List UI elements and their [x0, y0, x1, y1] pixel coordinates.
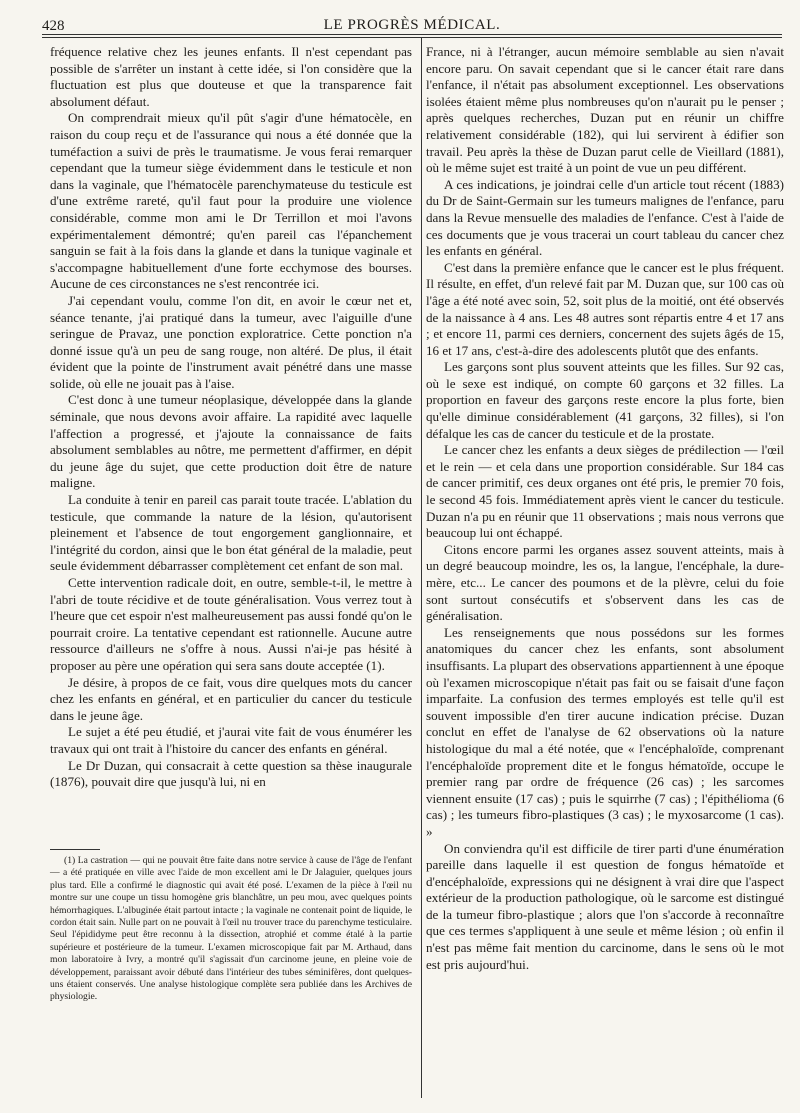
- paragraph: Les garçons sont plus souvent atteints que les filles. Sur 92 cas, où le sexe est indiqué, on compte 60 garçons et 32 filles. La proportion en faveur des garçons reste encore la plus forte, bien qu'elle diminue considérablement (41 garçons, 32 filles), si l'on défalque les cas de cancer du testicule et de la prostate.: [426, 359, 784, 441]
- header-rule-inner: [42, 37, 782, 38]
- paragraph: Les renseignements que nous possédons sur les formes anatomiques du cancer chez les enfants, sont absolument insuffisants. La plupart des observations appartiennent à une époque où l'examen microscopique n'était pas fait ou se faisait d'une façon imparfaite. La confusion des termes employés est telle qu'il est souvent impossible d'en tirer aucune indication précise. Duzan conclut en effet de l'analyse de 62 observations où la nature histologique du mal a été notée, que « l'encéphaloïde, comprenant l'encéphaloïde proprement dite et le fongus hématoïde, occupe le premier rang par ordre de fréquence (26 cas) ; les sarcomes viennent ensuite (17 cas) ; puis le squirrhe (7 cas) ; l'épithélioma (6 cas) ; les tumeurs fibro-plastiques (3 cas) ; le myxosarcome (1 cas). »: [426, 624, 784, 839]
- page-number: 428: [42, 18, 65, 34]
- paragraph: On conviendra qu'il est difficile de tirer parti d'une énumération pareille dans laquelle il est question de fongus hématoïde et d'encéphaloïde, expressions qui ne désignent à vrai dire que l'aspect extérieur de la production pathologique, où le sarcome est distingué de la tumeur fibro-plastique ; alors que l'on s'accorde à reconnaître que ces termes s'appliquent à une seule et même lésion ; où enfin il n'est pas même fait mention du carcinome, dans le sens où le mot est pris aujourd'hui.: [426, 840, 784, 972]
- paragraph: Citons encore parmi les organes assez souvent atteints, mais à un degré beaucoup moindre, les os, la langue, l'encéphale, la dure-mère, etc... Le cancer des poumons et de la plèvre, celui du foie sont surtout consécutifs et s'observent dans les cas de généralisation.: [426, 541, 784, 624]
- paragraph: C'est dans la première enfance que le cancer est le plus fréquent. Il résulte, en effet, d'un relevé fait par M. Duzan que, sur 100 cas où l'âge a été noté avec soin, 52, soit plus de la moitié, ont été observés de la naissance à 4 ans. Les 48 autres sont répartis entre 4 et 17 ans ; et encore 11, parmi ces derniers, concernent des sujets âgés de 15, 16 et 17 ans, c'est-à-dire des adolescents plutôt que des enfants.: [426, 259, 784, 358]
- paragraph: A ces indications, je joindrai celle d'un article tout récent (1883) du Dr de Saint-Germain sur les tumeurs malignes de l'enfance, paru dans la Revue mensuelle des maladies de l'enfance. C'est à l'aide de ces documents que je vous tracerai un court tableau du cancer chez les enfants en général.: [426, 176, 784, 259]
- header-rule: [42, 34, 782, 35]
- paragraph: France, ni à l'étranger, aucun mémoire semblable au sien n'avait encore paru. On savait cependant que si le cancer était rare dans l'enfance, il n'était pas absolument exceptionnel. Les observations isolées étaient même plus nombreuses qu'on n'aurait pu le penser ; après quelques recherches, Duzan put en réunir un chiffre relativement considérable (182), qui lui servirent à édifier son travail. Peu après la thèse de Duzan parut celle de Vieillard (1881), où le même sujet est traité à un point de vue un peu différent.: [426, 44, 784, 176]
- footnote-rule: [50, 849, 100, 850]
- footnote-text: (1) La castration — qui ne pouvait être faite dans notre service à cause de l'âge de l'enfant — a été pratiquée en ville avec l'aide de mon excellent ami le Dr Jalaguier, quelques jours plus tard. Elle a confirmé le diagnostic qui avait été posé. L'examen de la pièce à l'œil nu montre sur une coupe un tissu homogène gris blanchâtre, un peu mou, avec quelques points hémorrhagiques. L'albuginée était partout intacte ; la vaginale ne contenait point de liquide, le cordon était sain. Nulle part on ne pouvait à l'œil nu trouver trace du parenchyme testiculaire. Seul l'épididyme peut être reconnu à la dissection, atrophié et comme étalé à la partie supérieure et postérieure de la tumeur. L'examen microscopique fait par M. Arthaud, dans mon laboratoire à Ivry, a montré qu'il s'agissait d'un carcinome jeune, en pleine voie de développement, paraissant avoir débuté dans l'intérieur des tubes séminifères, dont quelques-uns étaient conservés. Une analyse histologique complète sera publiée dans les Archives de physiologie.: [50, 855, 412, 1003]
- paragraph: C'est donc à une tumeur néoplasique, développée dans la glande séminale, que nous devons avoir affaire. La rapidité avec laquelle l'affection a progressé, et j'ajoute la connaissance de faits absolument semblables au nôtre, me permettent d'affirmer, en dépit du jeune âge du sujet, que cette production doit être de nature maligne.: [50, 392, 412, 491]
- paragraph: Je désire, à propos de ce fait, vous dire quelques mots du cancer chez les enfants en général, et en particulier du cancer du testicule dans le jeune âge.: [50, 674, 412, 723]
- paragraph: Le cancer chez les enfants a deux sièges de prédilection — l'œil et le rein — et cela dans une proportion considérable. Sur 184 cas de cancer primitif, ces deux organes ont été pris, le premier 70 fois, le second 45 fois. Immédiatement après vient le cancer du testicule. Duzan n'a pu en réunir que 11 observations ; mais nous verrons que beaucoup lui ont échappé.: [426, 442, 784, 541]
- paragraph: La conduite à tenir en pareil cas parait toute tracée. L'ablation du testicule, que commande la nature de la lésion, qu'autorisent pleinement et l'absence de tout engorgement ganglionnaire, et l'intégrité du cordon, ainsi que le bon état général de la maladie, peut seule évidemment débarrasser complètement cet enfant de son mal.: [50, 492, 412, 574]
- left-column: [50, 44, 412, 791]
- paragraph: Cette intervention radicale doit, en outre, semble-t-il, le mettre à l'abri de toute récidive et de toute généralisation. Vous verrez tout à l'heure que cet espoir n'est malheureusement pas aussi fondé qu'on le pourrait croire. La tentative cependant est rationnelle. Aucune autre ressource d'ailleurs ne s'offre à nous. Aussi n'ai-je pas hésité à proposer au père une opération qui sera sans doute acceptée (1).: [50, 575, 412, 673]
- paragraph: fréquence relative chez les jeunes enfants. Il n'est cependant pas possible de s'arrêter un instant à cette idée, si l'on considère que la fluctuation est plus que douteuse et que la transparence fait absolument défaut.: [50, 44, 412, 109]
- paragraph: Le Dr Duzan, qui consacrait à cette question sa thèse inaugurale (1876), pouvait dire que jusqu'à lui, ni en: [50, 757, 412, 790]
- column-divider: [421, 38, 422, 1098]
- right-column: [426, 44, 784, 973]
- journal-title: LE PROGRÈS MÉDICAL.: [323, 17, 501, 33]
- footnote: [50, 855, 412, 1004]
- paragraph: J'ai cependant voulu, comme l'on dit, en avoir le cœur net et, séance tenante, j'ai pratiqué dans la tumeur, avec l'aiguille d'une seringue de Pravaz, une ponction exploratrice. Cette ponction n'a donné issue qu'à un peu de sang rouge, non altéré. De plus, il était évident que la pointe de l'instrument avait pénétré dans une masse solide, où elle ne jouait pas à l'aise.: [50, 292, 412, 391]
- paragraph: Le sujet a été peu étudié, et j'aurai vite fait de vous énumérer les travaux qui ont trait à l'histoire du cancer des enfants en général.: [50, 724, 412, 756]
- paragraph: On comprendrait mieux qu'il pût s'agir d'une hématocèle, en raison du coup reçu et de l'assurance qui nous a été donnée que la tuméfaction a suivi de près le traumatisme. Je vous ferai remarquer cependant que la tumeur siège évidemment dans le testicule et non dans la vaginale, que l'hématocèle parenchymateuse du testicule est d'une extrême rareté, qu'il faut pour la produire une violence considérable, comme mon ami le Dr Terrillon et moi l'avons expérimentalement démontré; qu'en pareil cas l'épanchement sanguin se fait à la fois dans la glande et dans la tunique vaginale et s'accompagne habituellement d'une forte ecchymose des bourses. Aucune de ces circonstances ne s'est rencontrée ici.: [50, 110, 412, 292]
